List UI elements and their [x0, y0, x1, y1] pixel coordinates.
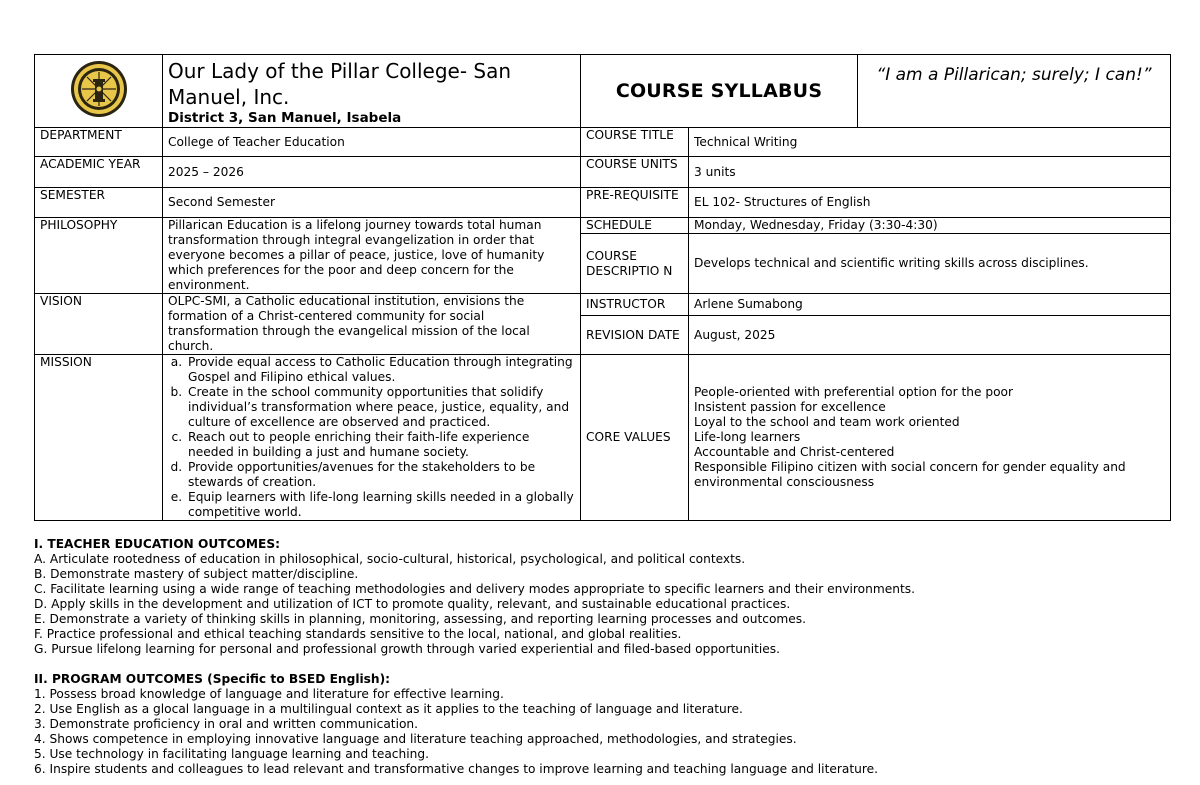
teacher-outcome-item: A. Articulate rootedness of education in philosophical, socio-cultural, historical, psychological, and political contexts.: [34, 552, 746, 566]
teacher-outcome-item: D. Apply skills in the development and utilization of ICT to promote quality, relevant, and sustainable educational practices.: [34, 597, 791, 611]
syllabus-header-table: [34, 54, 1171, 521]
academic-year-label: ACADEMIC YEAR: [35, 157, 163, 188]
prerequisite-value: EL 102- Structures of English: [689, 188, 1171, 218]
mission-item: d. Provide opportunities/avenues for the stakeholders to be stewards of creation.: [186, 460, 575, 490]
outcomes-section: [34, 537, 1170, 777]
academic-year-value: 2025 – 2026: [163, 157, 581, 188]
vision-label: VISION: [35, 294, 163, 355]
core-value-item: Responsible Filipino citizen with social concern for gender equality and environmental consciousness: [694, 460, 1126, 489]
mission-cell: [163, 355, 581, 521]
program-outcome-item: 2. Use English as a glocal language in a multilingual context as it applies to the teaching of language and literature.: [34, 702, 743, 716]
revision-date-label: REVISION DATE: [581, 316, 689, 355]
department-label: DEPARTMENT: [35, 128, 163, 157]
core-value-item: Life-long learners: [694, 430, 801, 444]
core-value-item: Loyal to the school and team work oriented: [694, 415, 960, 429]
semester-value: Second Semester: [163, 188, 581, 218]
mission-label: MISSION: [35, 355, 163, 521]
schedule-label: SCHEDULE: [581, 218, 689, 234]
core-value-item: Accountable and Christ-centered: [694, 445, 895, 459]
program-outcome-item: 6. Inspire students and colleagues to lead relevant and transformative changes to improve learning and teaching language and literature.: [34, 762, 878, 776]
course-units-label: COURSE UNITS: [581, 157, 689, 188]
course-description-value: Develops technical and scientific writing skills across disciplines.: [689, 234, 1171, 294]
college-address: District 3, San Manuel, Isabela: [168, 110, 402, 126]
course-units-value: 3 units: [689, 157, 1171, 188]
college-name-cell: [163, 55, 581, 128]
college-name: Our Lady of the Pillar College- San Manuel, Inc.: [168, 59, 512, 109]
program-outcome-item: 4. Shows competence in employing innovative language and literature teaching approached, methodologies, and strategies.: [34, 732, 797, 746]
document-title: COURSE SYLLABUS: [581, 55, 858, 128]
instructor-value: Arlene Sumabong: [689, 294, 1171, 316]
department-value: College of Teacher Education: [163, 128, 581, 157]
philosophy-text: Pillarican Education is a lifelong journey towards total human transformation through integral evangelization in order that everyone becomes a pillar of peace, justice, love of humanity which preferences for the poor and deep concern for the environment.: [163, 218, 581, 294]
teacher-outcome-item: F. Practice professional and ethical teaching standards sensitive to the local, national, and global realities.: [34, 627, 682, 641]
mission-item: b. Create in the school community opportunities that solidify individual’s transformation where peace, justice, equality, and culture of excellence are observed and practiced.: [186, 385, 575, 430]
program-outcome-item: 3. Demonstrate proficiency in oral and written communication.: [34, 717, 419, 731]
mission-item: e. Equip learners with life-long learning skills needed in a globally competitive world.: [186, 490, 575, 520]
mission-item: a. Provide equal access to Catholic Education through integrating Gospel and Filipino ethical values.: [186, 355, 575, 385]
teacher-outcomes-heading: I. TEACHER EDUCATION OUTCOMES:: [34, 537, 280, 551]
core-values-label: CORE VALUES: [581, 355, 689, 521]
teacher-outcome-item: C. Facilitate learning using a wide range of teaching methodologies and delivery modes appropriate to specific learners and their environments.: [34, 582, 915, 596]
teacher-outcome-item: E. Demonstrate a variety of thinking skills in planning, monitoring, assessing, and reporting learning processes and outcomes.: [34, 612, 806, 626]
syllabus-page: [34, 54, 1170, 777]
instructor-label: INSTRUCTOR: [581, 294, 689, 316]
core-value-item: People-oriented with preferential option for the poor: [694, 385, 1014, 399]
philosophy-label: PHILOSOPHY: [35, 218, 163, 294]
teacher-outcome-item: G. Pursue lifelong learning for personal and professional growth through varied experiential and filed-based opportunities.: [34, 642, 781, 656]
prerequisite-label: PRE-REQUISITE: [581, 188, 689, 218]
program-outcome-item: 5. Use technology in facilitating language learning and teaching.: [34, 747, 429, 761]
school-motto: “I am a Pillarican; surely; I can!”: [858, 55, 1171, 128]
course-title-value: Technical Writing: [689, 128, 1171, 157]
vision-text: OLPC-SMI, a Catholic educational institution, envisions the formation of a Christ-centered community for social transformation through the evangelical mission of the local church.: [163, 294, 581, 355]
semester-label: SEMESTER: [35, 188, 163, 218]
college-seal-logo: [69, 59, 129, 119]
course-description-label: COURSE DESCRIPTIO N: [581, 234, 689, 294]
mission-item: c. Reach out to people enriching their faith-life experience needed in building a just and humane society.: [186, 430, 575, 460]
college-logo-cell: [35, 55, 163, 128]
program-outcomes-heading: II. PROGRAM OUTCOMES (Specific to BSED English):: [34, 672, 391, 686]
core-value-item: Insistent passion for excellence: [694, 400, 886, 414]
revision-date-value: August, 2025: [689, 316, 1171, 355]
course-title-label: COURSE TITLE: [581, 128, 689, 157]
teacher-outcome-item: B. Demonstrate mastery of subject matter/discipline.: [34, 567, 359, 581]
schedule-value: Monday, Wednesday, Friday (3:30-4:30): [689, 218, 1171, 234]
program-outcome-item: 1. Possess broad knowledge of language and literature for effective learning.: [34, 687, 504, 701]
mission-list: [168, 355, 575, 520]
core-values-cell: [689, 355, 1171, 521]
